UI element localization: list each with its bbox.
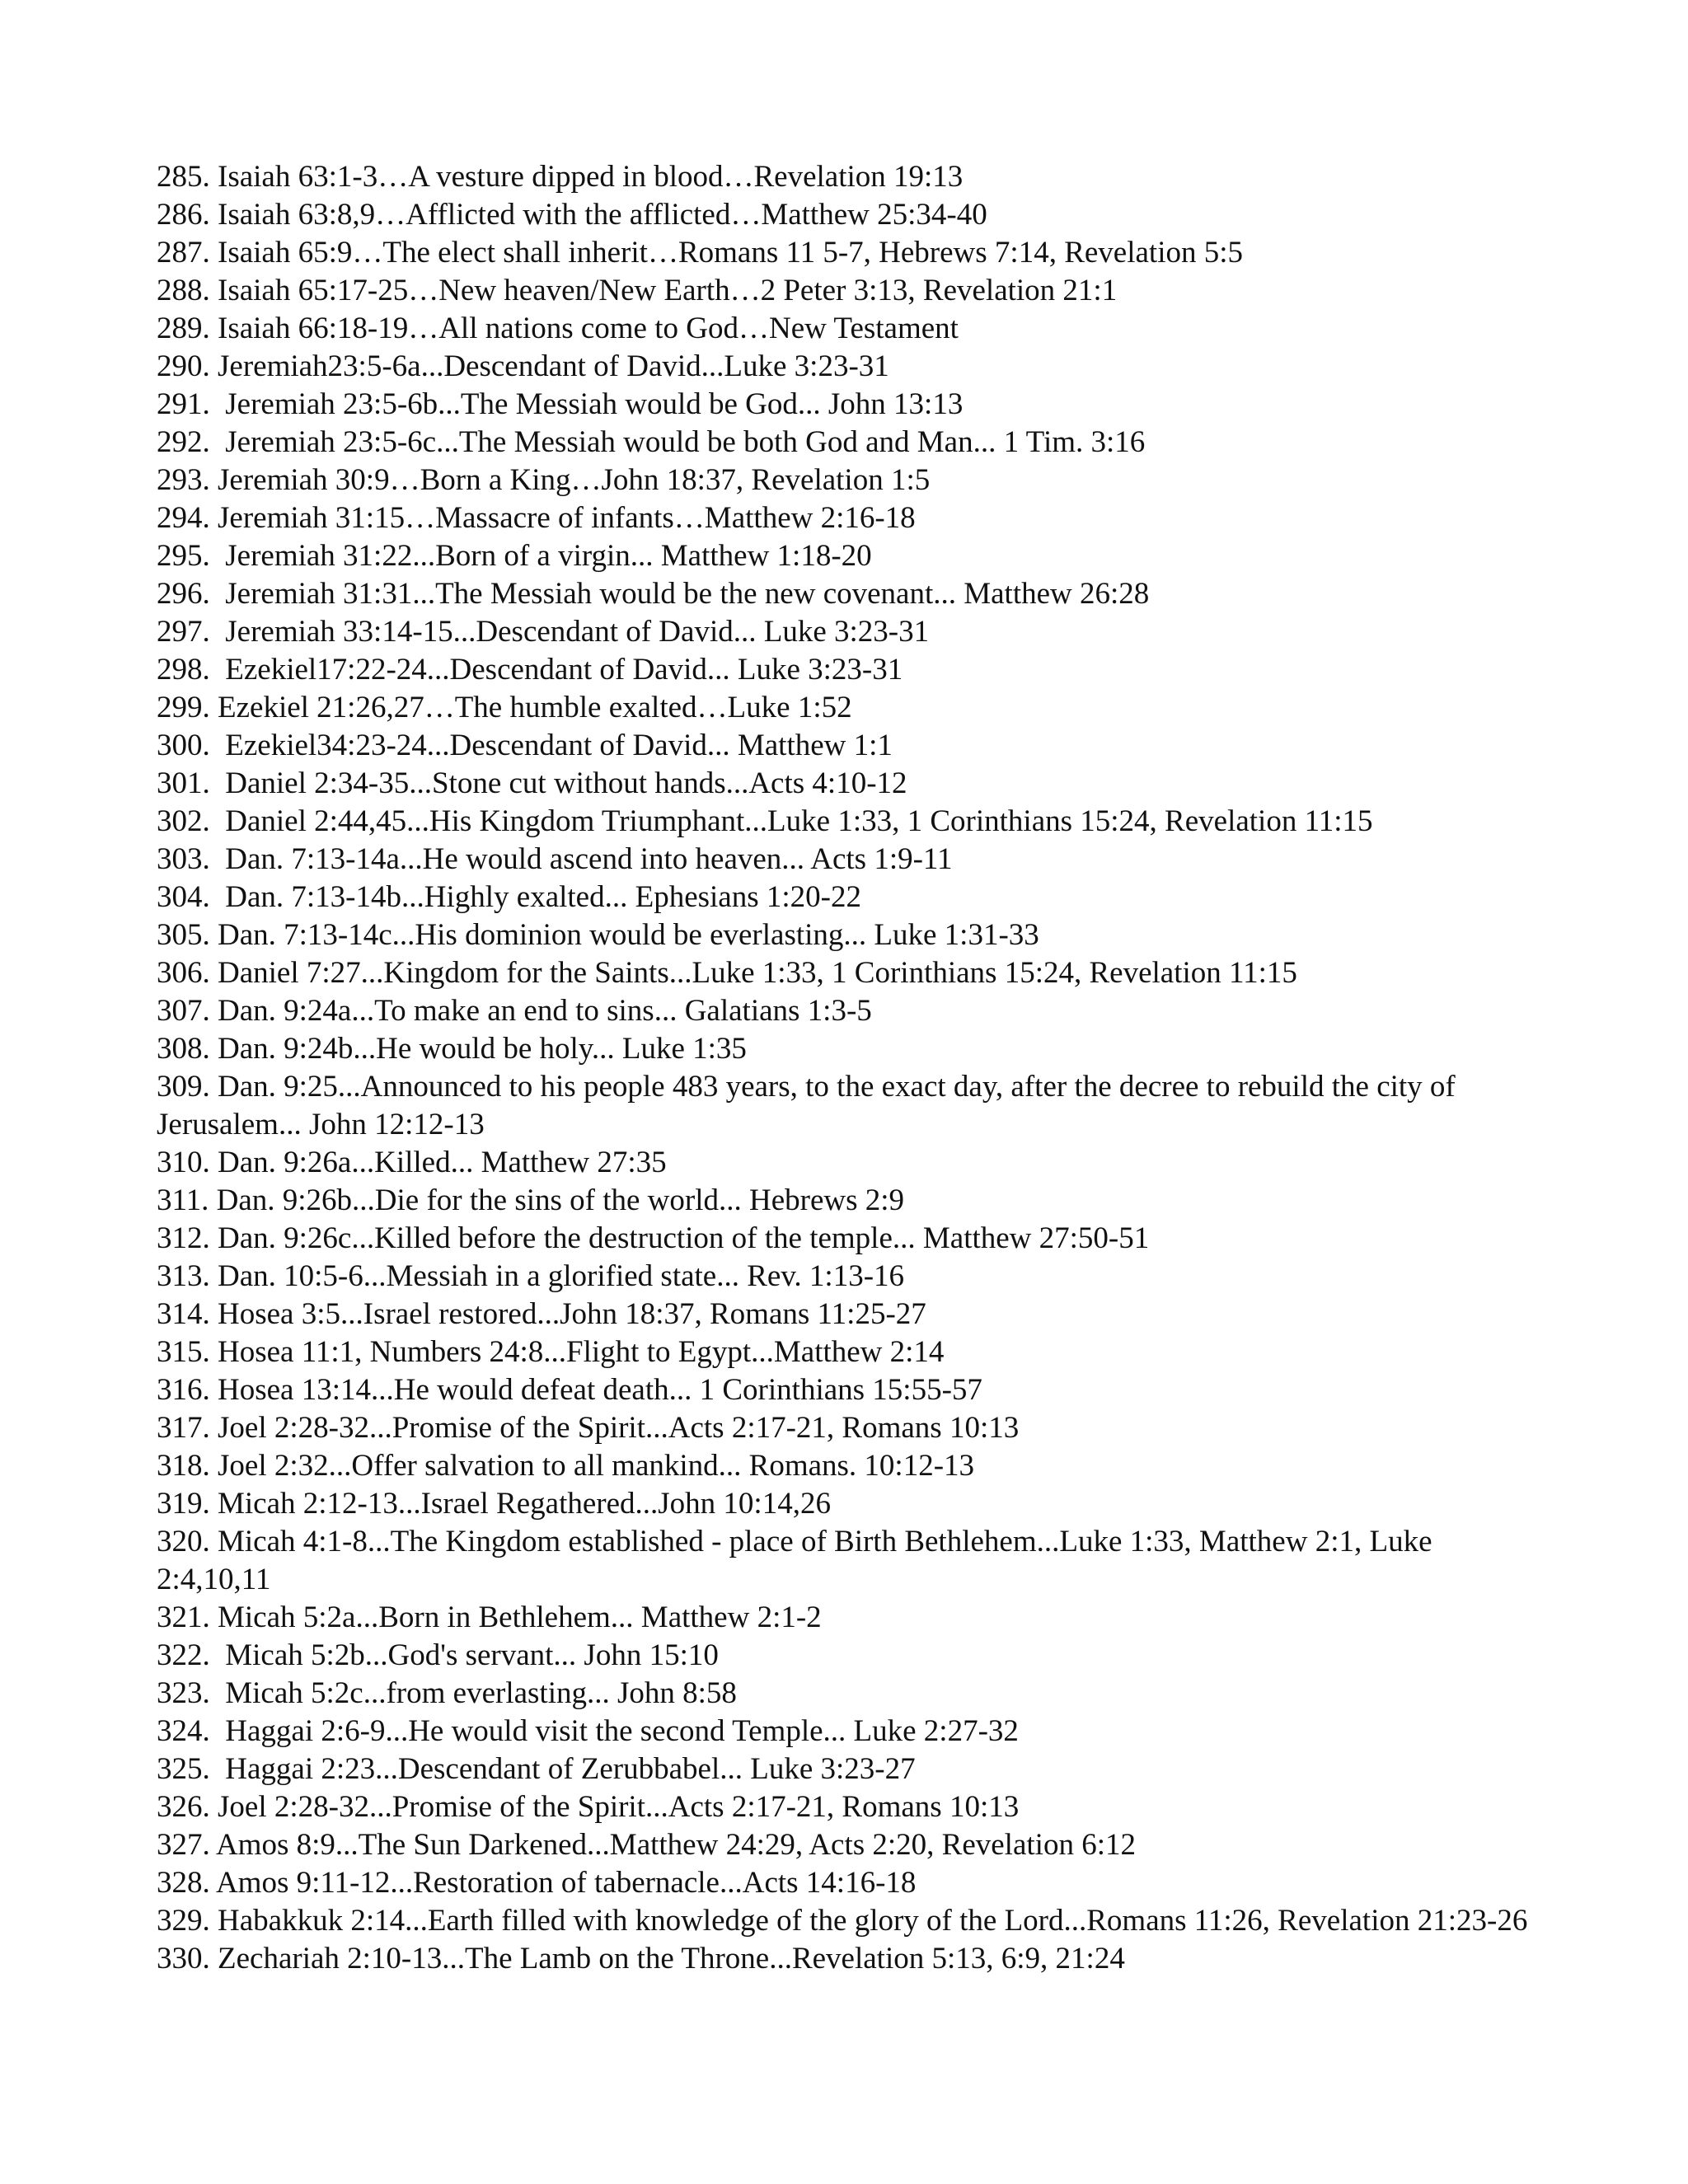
prophecy-entry: 291. Jeremiah 23:5-6b...The Messiah would be God... John 13:13 [157, 387, 964, 421]
prophecy-entry: 305. Dan. 7:13-14c...His dominion would be everlasting... Luke 1:31-33 [157, 918, 1039, 952]
prophecy-entry: 329. Habakkuk 2:14...Earth filled with knowledge of the glory of the Lord...Romans 11:26, Revelation 21:23-26 [157, 1904, 1528, 1938]
prophecy-entry: 312. Dan. 9:26c...Killed before the destruction of the temple... Matthew 27:50-51 [157, 1221, 1150, 1255]
prophecy-list [157, 158, 1541, 1978]
prophecy-entry: 293. Jeremiah 30:9…Born a King…John 18:37, Revelation 1:5 [157, 463, 931, 497]
prophecy-entry: 313. Dan. 10:5-6...Messiah in a glorified state... Rev. 1:13-16 [157, 1259, 905, 1293]
prophecy-entry: 285. Isaiah 63:1-3…A vesture dipped in blood…Revelation 19:13 [157, 160, 964, 194]
prophecy-entry: 311. Dan. 9:26b...Die for the sins of the world... Hebrews 2:9 [157, 1183, 905, 1217]
prophecy-entry: 296. Jeremiah 31:31...The Messiah would be the new covenant... Matthew 26:28 [157, 577, 1150, 611]
prophecy-entry: 297. Jeremiah 33:14-15...Descendant of David... Luke 3:23-31 [157, 615, 930, 649]
prophecy-entry: 322. Micah 5:2b...God's servant... John 15:10 [157, 1638, 719, 1672]
prophecy-entry: 298. Ezekiel17:22-24...Descendant of David... Luke 3:23-31 [157, 653, 903, 687]
prophecy-entry: 299. Ezekiel 21:26,27…The humble exalted…Luke 1:52 [157, 691, 852, 724]
prophecy-entry: 327. Amos 8:9...The Sun Darkened...Matthew 24:29, Acts 2:20, Revelation 6:12 [157, 1828, 1136, 1862]
prophecy-entry: 328. Amos 9:11-12...Restoration of tabernacle...Acts 14:16-18 [157, 1866, 917, 1900]
prophecy-entry: 303. Dan. 7:13-14a...He would ascend into heaven... Acts 1:9-11 [157, 842, 953, 876]
prophecy-entry: 307. Dan. 9:24a...To make an end to sins... Galatians 1:3-5 [157, 994, 872, 1028]
prophecy-entry: 320. Micah 4:1-8...The Kingdom established - place of Birth Bethlehem...Luke 1:33, Matthew 2:1, Luke 2:4,10,11 [157, 1525, 1440, 1596]
prophecy-entry: 301. Daniel 2:34-35...Stone cut without hands...Acts 4:10-12 [157, 766, 907, 800]
prophecy-entry: 295. Jeremiah 31:22...Born of a virgin... Matthew 1:18-20 [157, 539, 872, 573]
prophecy-entry: 324. Haggai 2:6-9...He would visit the second Temple... Luke 2:27-32 [157, 1714, 1019, 1748]
prophecy-entry: 306. Daniel 7:27...Kingdom for the Saints...Luke 1:33, 1 Corinthians 15:24, Revelation 11:15 [157, 956, 1297, 990]
prophecy-entry: 317. Joel 2:28-32...Promise of the Spirit...Acts 2:17-21, Romans 10:13 [157, 1411, 1020, 1445]
prophecy-entry: 308. Dan. 9:24b...He would be holy... Luke 1:35 [157, 1032, 747, 1066]
prophecy-entry: 316. Hosea 13:14...He would defeat death... 1 Corinthians 15:55-57 [157, 1373, 982, 1407]
prophecy-entry: 300. Ezekiel34:23-24...Descendant of David... Matthew 1:1 [157, 729, 893, 762]
prophecy-entry: 325. Haggai 2:23...Descendant of Zerubbabel... Luke 3:23-27 [157, 1752, 916, 1786]
prophecy-entry: 309. Dan. 9:25...Announced to his people 483 years, to the exact day, after the decree to rebuild the city of Jerusalem... John 12:12-13 [157, 1070, 1464, 1141]
prophecy-entry: 318. Joel 2:32...Offer salvation to all mankind... Romans. 10:12-13 [157, 1449, 975, 1483]
prophecy-entry: 287. Isaiah 65:9…The elect shall inherit…Romans 11 5-7, Hebrews 7:14, Revelation 5:5 [157, 236, 1244, 269]
prophecy-entry: 323. Micah 5:2c...from everlasting... John 8:58 [157, 1676, 737, 1710]
prophecy-entry: 319. Micah 2:12-13...Israel Regathered...John 10:14,26 [157, 1487, 831, 1521]
prophecy-entry: 330. Zechariah 2:10-13...The Lamb on the Throne...Revelation 5:13, 6:9, 21:24 [157, 1942, 1125, 1975]
prophecy-entry: 326. Joel 2:28-32...Promise of the Spirit...Acts 2:17-21, Romans 10:13 [157, 1790, 1020, 1824]
prophecy-entry: 302. Daniel 2:44,45...His Kingdom Triumphant...Luke 1:33, 1 Corinthians 15:24, Revelation 11:15 [157, 804, 1373, 838]
prophecy-entry: 310. Dan. 9:26a...Killed... Matthew 27:35 [157, 1146, 667, 1179]
prophecy-entry: 288. Isaiah 65:17-25…New heaven/New Earth…2 Peter 3:13, Revelation 21:1 [157, 274, 1118, 307]
prophecy-entry: 315. Hosea 11:1, Numbers 24:8...Flight to Egypt...Matthew 2:14 [157, 1335, 945, 1369]
prophecy-entry: 294. Jeremiah 31:15…Massacre of infants…Matthew 2:16-18 [157, 501, 916, 535]
prophecy-entry: 321. Micah 5:2a...Born in Bethlehem... Matthew 2:1-2 [157, 1601, 822, 1634]
prophecy-entry: 289. Isaiah 66:18-19…All nations come to God…New Testament [157, 312, 959, 345]
prophecy-entry: 290. Jeremiah23:5-6a...Descendant of David...Luke 3:23-31 [157, 349, 889, 383]
prophecy-entry: 304. Dan. 7:13-14b...Highly exalted... Ephesians 1:20-22 [157, 880, 861, 914]
prophecy-entry: 292. Jeremiah 23:5-6c...The Messiah would be both God and Man... 1 Tim. 3:16 [157, 425, 1146, 459]
prophecy-entry: 314. Hosea 3:5...Israel restored...John 18:37, Romans 11:25-27 [157, 1297, 926, 1331]
prophecy-entry: 286. Isaiah 63:8,9…Afflicted with the afflicted…Matthew 25:34-40 [157, 198, 987, 232]
